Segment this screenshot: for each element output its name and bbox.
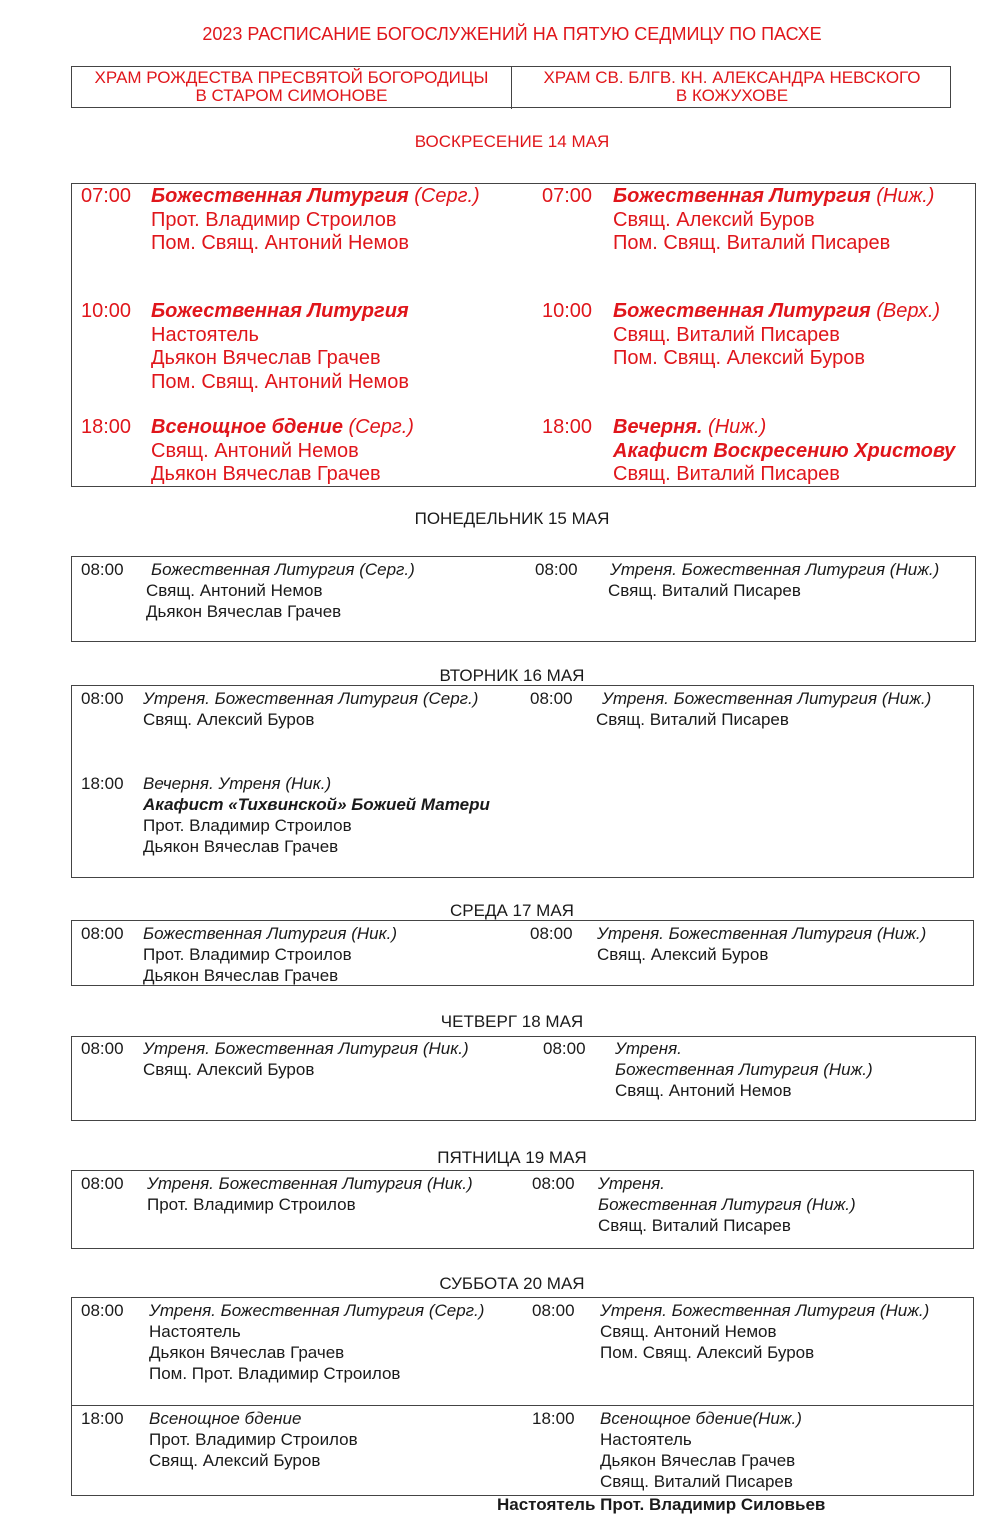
service-name: Утреня. Божественная Литургия: [147, 1174, 423, 1193]
clergy-line: Свящ. Алексий Буров: [143, 1060, 315, 1079]
service-name: Утреня.: [598, 1174, 665, 1193]
service-location: (Ник.): [285, 774, 332, 793]
service-time: 08:00: [543, 1039, 586, 1058]
service-time: 10:00: [542, 300, 593, 322]
service-location: (Серг.): [348, 416, 414, 438]
day-heading-saturday: СУББОТА 20 МАЯ: [439, 1274, 585, 1293]
clergy-line: Свящ. Виталий Писарев: [600, 1472, 793, 1491]
service-time: 08:00: [81, 1301, 124, 1320]
service-name: Божественная Литургия: [613, 185, 871, 207]
service-time: 07:00: [81, 185, 132, 207]
church-location: В СТАРОМ СИМОНОВЕ: [195, 86, 388, 105]
schedule-box-sunday: [71, 183, 976, 487]
service-name: Утреня. Божественная Литургия: [600, 1301, 876, 1320]
service-details: [143, 688, 478, 730]
service-name-secondary: Акафист «Тихвинской» Божией Матери: [143, 795, 490, 814]
service-time: 08:00: [81, 1174, 124, 1193]
clergy-line: Свящ. Алексий Буров: [597, 945, 769, 964]
day-heading-wednesday: СРЕДА 17 МАЯ: [450, 901, 574, 920]
clergy-line: Прот. Владимир Строилов: [151, 208, 397, 231]
schedule-box-saturday: [71, 1297, 974, 1496]
service-details: [143, 1038, 469, 1080]
service-details: [598, 1173, 856, 1236]
service-name: Божественная Литургия: [613, 300, 871, 322]
church-name: ХРАМ РОЖДЕСТВА ПРЕСВЯТОЙ БОГОРОДИЦЫ: [94, 68, 489, 87]
service-details: [146, 559, 415, 622]
day-heading-friday: ПЯТНИЦА 19 МАЯ: [437, 1148, 587, 1167]
service-time: 08:00: [532, 1174, 575, 1193]
service-time: 18:00: [81, 774, 124, 793]
service-details: [610, 559, 939, 601]
service-details: [597, 923, 926, 965]
service-location: (Ниж.): [752, 1409, 802, 1428]
service-time: 08:00: [530, 689, 573, 708]
service-location: (Ниж.): [806, 1195, 856, 1214]
service-name-secondary: Божественная Литургия: [615, 1060, 819, 1079]
clergy-line: Пом. Свящ. Алексий Буров: [600, 1343, 815, 1362]
clergy-line: Настоятель: [600, 1430, 692, 1449]
day-heading-monday: ПОНЕДЕЛЬНИК 15 МАЯ: [414, 509, 610, 528]
church-kozhukhovo: [512, 67, 952, 109]
churches-header: [71, 66, 951, 108]
service-details: [151, 300, 409, 394]
service-name: Утреня. Божественная Литургия: [602, 689, 878, 708]
service-name: Божественная Литургия: [151, 300, 409, 322]
service-time: 08:00: [535, 560, 578, 579]
service-details: [600, 1408, 802, 1492]
service-time: 08:00: [81, 924, 124, 943]
schedule-box-thursday: [71, 1036, 976, 1121]
service-time: 10:00: [81, 300, 132, 322]
service-location: (Серг.): [422, 689, 479, 708]
service-details: [600, 1300, 929, 1363]
clergy-line: Прот. Владимир Строилов: [143, 945, 352, 964]
schedule-box-monday: [71, 556, 976, 642]
service-time: 08:00: [81, 560, 124, 579]
service-name: Утреня.: [615, 1039, 682, 1058]
clergy-line: Свящ. Виталий Писарев: [598, 1216, 791, 1235]
clergy-line: Свящ. Виталий Писарев: [613, 323, 840, 346]
service-details: [143, 923, 397, 986]
clergy-line: Прот. Владимир Строилов: [149, 1430, 358, 1449]
service-name: Божественная Литургия: [151, 560, 355, 579]
service-details: [596, 688, 932, 730]
day-heading-sunday: ВОСКРЕСЕНИЕ 14 МАЯ: [414, 132, 610, 151]
service-location: (Ник.): [351, 924, 398, 943]
service-time: 18:00: [532, 1409, 575, 1428]
service-details: [615, 1038, 873, 1101]
service-location: (Ниж.): [823, 1060, 873, 1079]
service-location: Ниж.): [895, 560, 940, 579]
day-heading-tuesday: ВТОРНИК 16 МАЯ: [439, 666, 585, 685]
church-name: ХРАМ СВ. БЛГВ. КН. АЛЕКСАНДРА НЕВСКОГО: [543, 68, 921, 87]
clergy-line: Свящ. Антоний Немов: [615, 1081, 792, 1100]
service-name: Утреня. Божественная Литургия: [149, 1301, 425, 1320]
clergy-line: Дьякон Вячеслав Грачев: [146, 602, 342, 621]
service-location: (Ниж.): [879, 1301, 930, 1320]
clergy-line: Свящ. Виталий Писарев: [608, 581, 801, 600]
clergy-line: Свящ. Антоний Немов: [151, 439, 359, 462]
service-name: Вечерня.: [613, 416, 703, 438]
clergy-line: Дьякон Вячеслав Грачев: [600, 1451, 796, 1470]
clergy-line: Дьякон Вячеслав Грачев: [151, 347, 381, 369]
service-name: Утреня. Божественная Литургия: [597, 924, 873, 943]
service-details: [147, 1173, 473, 1215]
service-time: 08:00: [81, 1039, 124, 1058]
service-name: Утреня. Божественная Литургия: [143, 1039, 419, 1058]
clergy-line: Пом. Свящ. Алексий Буров: [613, 347, 865, 369]
service-name-secondary: Божественная Литургия: [598, 1195, 802, 1214]
service-location: (Ник.): [422, 1039, 469, 1058]
clergy-line: Дьякон Вячеслав Грачев: [143, 837, 339, 856]
church-simonovo: [72, 67, 512, 109]
service-details: [613, 300, 940, 371]
schedule-box-tuesday: [71, 685, 974, 878]
service-details: [143, 773, 490, 857]
service-name: Всенощное бдение: [151, 416, 343, 438]
clergy-line: Свящ. Антоний Немов: [146, 581, 323, 600]
service-name: Всенощное бдение: [149, 1409, 302, 1428]
clergy-line: Пом. Свящ. Антоний Немов: [151, 370, 410, 393]
service-location: (Ниж.): [876, 924, 927, 943]
clergy-line: Свящ. Виталий Писарев: [613, 463, 840, 485]
service-details: [149, 1408, 358, 1471]
service-time: 07:00: [542, 185, 593, 207]
service-location: (Серг.): [428, 1301, 485, 1320]
clergy-line: Пом. Свящ. Антоний Немов: [151, 232, 410, 254]
service-details: [151, 416, 414, 487]
clergy-line: Свящ. Виталий Писарев: [596, 710, 789, 729]
clergy-line: Свящ. Антоний Немов: [600, 1322, 777, 1341]
clergy-line: Пом. Прот. Владимир Строилов: [149, 1364, 401, 1383]
service-name: Утреня. Божественная Литургия (: [610, 560, 896, 579]
service-location: (Серг.): [414, 185, 480, 207]
service-location: (Ниж.): [708, 416, 767, 438]
schedule-box-wednesday: [71, 920, 974, 986]
clergy-line: Дьякон Вячеслав Грачев: [149, 1343, 345, 1362]
service-details: [613, 416, 955, 487]
day-heading-thursday: ЧЕТВЕРГ 18 МАЯ: [440, 1012, 584, 1031]
service-name: Всенощное бдение: [600, 1409, 753, 1428]
service-location: (Верх.): [876, 300, 941, 322]
schedule-box-friday: [71, 1170, 974, 1249]
service-location: (Ник.): [426, 1174, 473, 1193]
clergy-line: Свящ. Алексий Буров: [613, 208, 815, 231]
service-name: Божественная Литургия: [143, 924, 347, 943]
service-time: 08:00: [81, 689, 124, 708]
service-time: 08:00: [530, 924, 573, 943]
clergy-line: Прот. Владимир Строилов: [143, 816, 352, 835]
service-location: (Ниж.): [881, 689, 932, 708]
service-location: (Серг.): [359, 560, 415, 579]
service-name-secondary: Акафист Воскресению Христову: [613, 439, 956, 462]
clergy-line: Свящ. Алексий Буров: [143, 710, 315, 729]
clergy-line: Настоятель: [149, 1322, 241, 1341]
service-details: [151, 185, 480, 256]
service-name: Божественная Литургия: [151, 185, 409, 207]
service-name: Вечерня. Утреня: [143, 774, 281, 793]
service-details: [149, 1300, 484, 1384]
service-time: 08:00: [532, 1301, 575, 1320]
clergy-line: Настоятель: [151, 323, 259, 346]
service-time: 18:00: [542, 416, 593, 438]
page-title: 2023 РАСПИСАНИЕ БОГОСЛУЖЕНИЙ НА ПЯТУЮ СЕДМИЦУ ПО ПАСХЕ: [202, 24, 822, 44]
clergy-line: Дьякон Вячеслав Грачев: [151, 463, 381, 485]
church-location: В КОЖУХОВЕ: [675, 86, 789, 105]
clergy-line: Свящ. Алексий Буров: [149, 1451, 321, 1470]
service-details: [613, 185, 934, 256]
clergy-line: Пом. Свящ. Виталий Писарев: [613, 232, 891, 254]
rector-signature: Настоятель Прот. Владимир Силовьев: [497, 1495, 826, 1514]
service-time: 18:00: [81, 416, 132, 438]
clergy-line: Прот. Владимир Строилов: [147, 1195, 356, 1214]
service-location: (Ниж.): [876, 185, 935, 207]
divider: [72, 1405, 973, 1406]
clergy-line: Дьякон Вячеслав Грачев: [143, 966, 339, 985]
service-name: Утреня. Божественная Литургия: [143, 689, 419, 708]
service-time: 18:00: [81, 1409, 124, 1428]
